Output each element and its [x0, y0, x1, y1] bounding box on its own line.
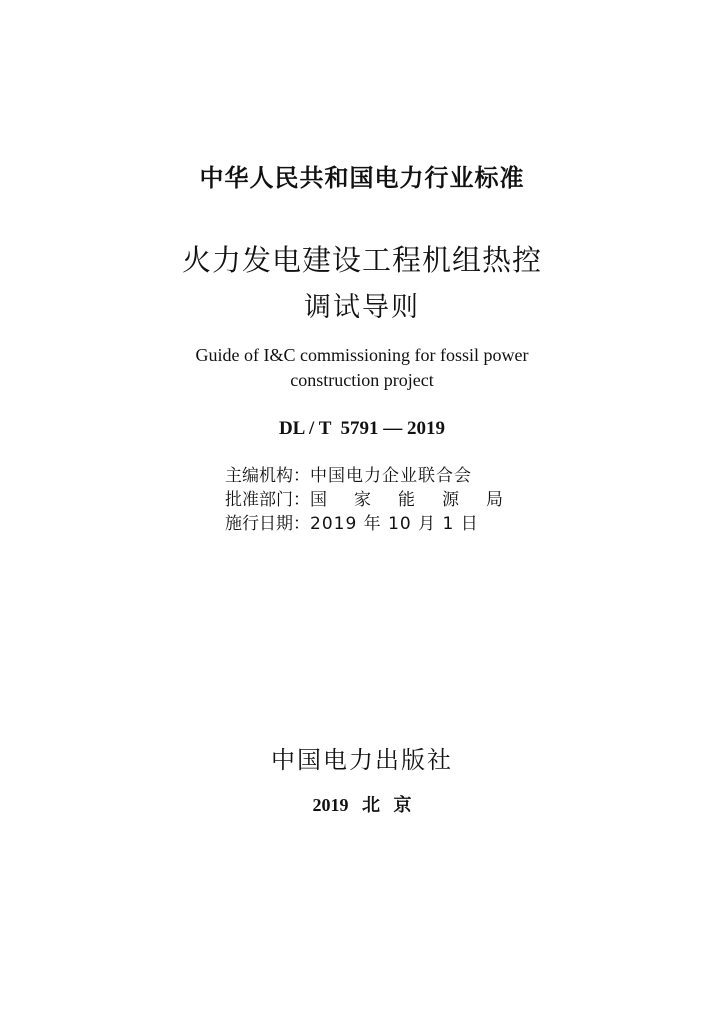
effective-date-label: 施行日期：	[225, 514, 310, 534]
editor-row	[225, 464, 525, 488]
approval-char: 源	[442, 490, 459, 510]
issuance-info	[225, 464, 525, 536]
standard-category-heading: 中华人民共和国电力行业标准	[199, 164, 525, 192]
title-english-line-2: construction project	[290, 370, 434, 390]
effective-date-row	[225, 512, 525, 536]
approval-row	[225, 488, 525, 512]
publisher-name: 中国电力出版社	[271, 746, 453, 774]
approval-char: 家	[354, 490, 371, 510]
title-chinese-line-1: 火力发电建设工程机组热控	[181, 243, 542, 277]
editor-label: 主编机构：	[225, 466, 310, 486]
title-english-line-1: Guide of I&C commissioning for fossil power	[195, 345, 529, 365]
publication-year-city: 2019 北 京	[312, 795, 412, 815]
approval-char: 局	[486, 490, 503, 510]
approval-label: 批准部门：	[225, 490, 310, 510]
effective-date-value: 2019 年 10 月 1 日	[310, 514, 479, 534]
approval-char: 国	[310, 490, 327, 510]
title-chinese-line-2: 调试导则	[304, 292, 420, 323]
approval-value	[310, 488, 530, 512]
editor-value: 中国电力企业联合会	[310, 466, 472, 486]
approval-char: 能	[398, 490, 415, 510]
standard-code: DL / T 5791 — 2019	[278, 418, 446, 439]
